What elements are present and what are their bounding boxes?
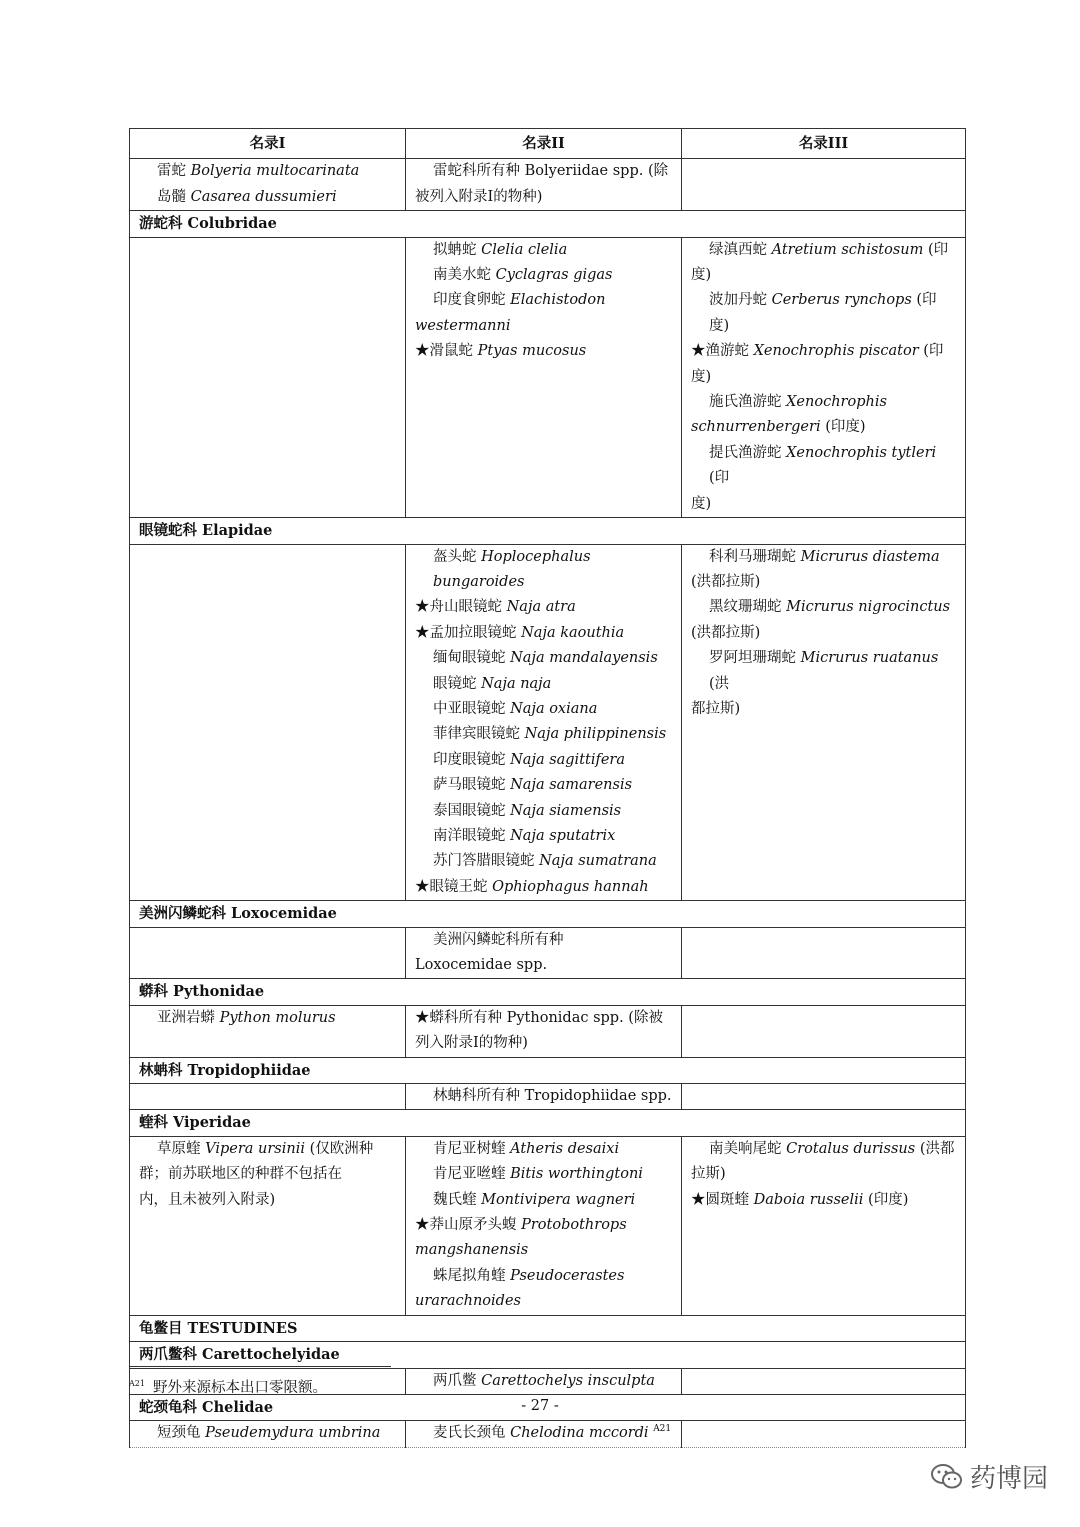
header-appendix-iii: 名录III <box>682 129 966 159</box>
chinese-name: 印度眼镜蛇 <box>433 751 506 768</box>
note-text: (印度) <box>868 1191 909 1208</box>
scientific-name: Naja mandalayensis <box>510 650 658 667</box>
species-entry <box>415 773 672 798</box>
species-entry <box>691 545 956 570</box>
species-entry <box>415 1084 672 1109</box>
species-entry <box>415 672 672 697</box>
scientific-name: Micrurus diastema <box>800 548 940 565</box>
note-text: (洪都 <box>919 1140 955 1157</box>
table-row <box>130 1005 966 1057</box>
species-entry <box>415 1421 672 1446</box>
scientific-name: Daboia russelii <box>753 1191 864 1208</box>
note-text: Pythonidac spp. (除被 <box>506 1009 663 1026</box>
appendix-2-cell <box>406 1005 682 1057</box>
continuation-text: 内，且未被列入附录) <box>139 1191 276 1208</box>
family-label: 两爪鳖科 Carettochelyidae <box>130 1342 966 1368</box>
scientific-name: Naja oxiana <box>510 700 598 717</box>
appendix-1-cell <box>130 1005 406 1057</box>
chinese-name: 莽山原矛头蝮 <box>429 1217 517 1234</box>
star-icon: ★ <box>415 343 430 360</box>
star-icon: ★ <box>415 1009 430 1026</box>
chinese-name: 南洋眼镜蛇 <box>433 827 506 844</box>
star-icon: ★ <box>691 343 706 360</box>
species-entry <box>691 492 956 517</box>
appendix-1-cell <box>130 159 406 211</box>
chinese-name: 雷蛇 <box>157 163 186 180</box>
chinese-name: 魏氏蝰 <box>433 1191 477 1208</box>
family-row <box>130 518 966 544</box>
species-entry <box>691 1188 956 1213</box>
family-label: 龟鳖目 TESTUDINES <box>130 1315 966 1341</box>
appendix-2-cell <box>406 1084 682 1110</box>
chinese-name: 两爪鳖 <box>433 1372 477 1389</box>
species-entry <box>691 238 956 263</box>
appendix-3-cell <box>682 1084 966 1110</box>
chinese-name: 印度食卵蛇 <box>433 292 506 309</box>
scientific-name: Carettochelys insculpta <box>481 1372 655 1389</box>
continuation-text: 度) <box>691 495 712 512</box>
footnote-text: 野外来源标本出口零限额。 <box>152 1380 327 1396</box>
species-entry <box>139 185 396 210</box>
chinese-name: 科利马珊瑚蛇 <box>709 548 796 565</box>
species-entry <box>415 1162 672 1187</box>
appendix-3-cell <box>682 1421 966 1447</box>
species-entry <box>691 390 956 415</box>
chinese-name: 圆斑蝰 <box>705 1191 749 1208</box>
chinese-name: 南美响尾蛇 <box>709 1140 782 1157</box>
header-row <box>130 129 966 159</box>
species-entry <box>691 288 956 339</box>
note-text: (印度) <box>691 343 944 385</box>
scientific-name: Chelodina mccordi <box>510 1425 649 1442</box>
cites-appendix-table <box>129 128 966 1448</box>
scientific-name: Hoplocephalus bungaroides <box>433 548 591 590</box>
appendix-1-cell <box>130 1421 406 1447</box>
appendix-3-cell <box>682 1368 966 1394</box>
chinese-name: 麦氏长颈龟 <box>433 1425 506 1442</box>
appendix-2-cell <box>406 927 682 979</box>
footnote-divider <box>129 1366 391 1367</box>
appendix-2-cell <box>406 159 682 211</box>
species-entry <box>415 646 672 671</box>
header-appendix-i: 名录I <box>130 129 406 159</box>
species-entry <box>691 570 956 595</box>
family-row <box>130 1110 966 1136</box>
scientific-name: Naja siamensis <box>510 802 622 819</box>
footnote-ref: A21 <box>653 1424 672 1435</box>
continuation-text: 被列入附录I的物种) <box>415 188 543 205</box>
chinese-name: 拟蚺蛇 <box>433 241 477 258</box>
continuation-text: (洪都拉斯) <box>691 624 761 641</box>
species-entry <box>415 1031 672 1056</box>
appendix-3-cell <box>682 1005 966 1057</box>
star-icon: ★ <box>691 1191 706 1208</box>
scientific-name: Bitis worthingtoni <box>510 1166 643 1183</box>
note-text: Bolyeriidae spp. (除 <box>524 163 669 180</box>
species-entry <box>139 1421 396 1446</box>
appendix-2-cell <box>406 544 682 901</box>
chinese-name: 肯尼亚树蝰 <box>433 1140 506 1157</box>
chinese-name: 美洲闪鳞蛇科所有种 <box>433 931 564 948</box>
species-entry <box>415 748 672 773</box>
species-entry <box>139 1137 396 1162</box>
chinese-name: 短颈龟 <box>157 1425 201 1442</box>
note-text: (印度) <box>825 419 866 436</box>
chinese-name: 渔游蛇 <box>705 343 749 360</box>
chinese-name: 眼镜王蛇 <box>429 878 488 895</box>
appendix-2-cell <box>406 237 682 517</box>
scientific-name: Protobothrops <box>521 1217 627 1234</box>
family-label: 游蛇科 Colubridae <box>130 211 966 237</box>
chinese-name: 施氏渔游蛇 <box>709 394 782 411</box>
table-row <box>130 1084 966 1110</box>
species-entry <box>691 1137 956 1162</box>
scientific-name: Ptyas mucosus <box>477 343 587 360</box>
species-entry <box>691 441 956 492</box>
species-entry <box>415 722 672 747</box>
scientific-name: westermanni <box>415 317 511 334</box>
scientific-name: Atheris desaixi <box>510 1140 620 1157</box>
chinese-name: 缅甸眼镜蛇 <box>433 650 506 667</box>
note-text: (印度) <box>709 292 937 334</box>
scientific-name: Xenochrophis <box>786 394 887 411</box>
species-entry <box>415 545 672 596</box>
family-label: 眼镜蛇科 Elapidae <box>130 518 966 544</box>
species-entry <box>415 697 672 722</box>
table-row <box>130 1421 966 1447</box>
chinese-name: 雷蛇科所有种 <box>433 163 520 180</box>
scientific-name: Crotalus durissus <box>786 1140 916 1157</box>
scientific-name: Cerberus rynchops <box>771 292 912 309</box>
species-entry <box>415 799 672 824</box>
scientific-name: schnurrenbergeri <box>691 419 821 436</box>
continuation-text: 都拉斯) <box>691 700 741 717</box>
note-text: (印 <box>928 241 949 258</box>
header-appendix-ii: 名录II <box>406 129 682 159</box>
note-text: (洪 <box>709 675 730 692</box>
scientific-name: Naja atra <box>506 599 576 616</box>
species-entry <box>415 1369 672 1394</box>
species-entry <box>415 849 672 874</box>
watermark <box>930 1458 1048 1495</box>
scientific-name: mangshanensis <box>415 1242 529 1259</box>
species-entry <box>415 595 672 620</box>
species-entry <box>415 1006 672 1031</box>
chinese-name: 蟒科所有种 <box>429 1009 502 1026</box>
scientific-name: Atretium schistosum <box>771 241 924 258</box>
species-entry <box>415 953 672 978</box>
family-label: 美洲闪鳞蛇科 Loxocemidae <box>130 901 966 927</box>
appendix-1-cell <box>130 237 406 517</box>
continuation-text: 列入附录I的物种) <box>415 1035 528 1052</box>
species-entry <box>139 1006 396 1031</box>
table-body <box>130 159 966 1447</box>
scientific-name: Pseudocerastes <box>510 1267 625 1284</box>
species-entry <box>691 1162 956 1187</box>
table-row <box>130 237 966 517</box>
appendix-3-cell <box>682 237 966 517</box>
appendix-1-cell <box>130 1136 406 1315</box>
species-entry <box>139 1162 396 1187</box>
continuation-text: 群；前苏联地区的种群不包括在 <box>139 1166 342 1183</box>
family-label: 蝰科 Viperidae <box>130 1110 966 1136</box>
species-entry <box>691 697 956 722</box>
continuation-text: 拉斯) <box>691 1166 726 1183</box>
species-entry <box>691 595 956 620</box>
chinese-name: 中亚眼镜蛇 <box>433 700 506 717</box>
species-entry <box>691 263 956 288</box>
scientific-name: Micrurus nigrocinctus <box>786 599 951 616</box>
appendix-2-cell <box>406 1421 682 1447</box>
page-number: - 27 - <box>521 1398 559 1414</box>
chinese-name: 亚洲岩蟒 <box>157 1009 215 1026</box>
scientific-name: urarachnoides <box>415 1293 521 1310</box>
scientific-name: Montivipera wagneri <box>481 1191 636 1208</box>
chinese-name: 苏门答腊眼镜蛇 <box>433 853 535 870</box>
chinese-name: 孟加拉眼镜蛇 <box>429 624 517 641</box>
table-row <box>130 927 966 979</box>
continuation-text: 度) <box>691 267 712 284</box>
table-row <box>130 1136 966 1315</box>
species-entry <box>415 621 672 646</box>
species-entry <box>415 238 672 263</box>
species-entry <box>415 1238 672 1263</box>
scientific-name: Naja sumatrana <box>539 853 657 870</box>
chinese-name: 黑纹珊瑚蛇 <box>709 599 782 616</box>
star-icon: ★ <box>415 878 430 895</box>
scientific-name: Bolyeria multocarinata <box>190 163 360 180</box>
scientific-name: Naja samarensis <box>510 777 633 794</box>
scientific-name: Naja sagittifera <box>510 751 626 768</box>
chinese-name: 盔头蛇 <box>433 548 477 565</box>
family-row <box>130 901 966 927</box>
scientific-name: Vipera ursinii <box>205 1140 305 1157</box>
scientific-name: Pseudemydura umbrina <box>205 1425 381 1442</box>
species-entry <box>691 339 956 390</box>
scientific-name: Cyclagras gigas <box>495 267 613 284</box>
scientific-name: Micrurus ruatanus <box>800 650 939 667</box>
scientific-name: Ophiophagus hannah <box>492 878 649 895</box>
species-entry <box>415 185 672 210</box>
chinese-name: 提氏渔游蛇 <box>709 444 782 461</box>
scientific-name: Clelia clelia <box>481 241 568 258</box>
chinese-name: 南美水蛇 <box>433 267 491 284</box>
chinese-name: 泰国眼镜蛇 <box>433 802 506 819</box>
species-entry <box>415 159 672 184</box>
wechat-icon <box>930 1462 964 1492</box>
species-entry <box>415 288 672 313</box>
appendix-3-cell <box>682 159 966 211</box>
chinese-name: 萨马眼镜蛇 <box>433 777 506 794</box>
scientific-name: Python molurus <box>219 1009 336 1026</box>
star-icon: ★ <box>415 599 430 616</box>
chinese-name: 波加丹蛇 <box>709 292 767 309</box>
appendix-1-cell <box>130 927 406 979</box>
species-entry <box>415 928 672 953</box>
table-row <box>130 544 966 901</box>
species-entry <box>415 1264 672 1289</box>
family-label: 蟒科 Pythonidae <box>130 979 966 1005</box>
scientific-name: Naja sputatrix <box>510 827 616 844</box>
chinese-name: 眼镜蛇 <box>433 675 477 692</box>
species-entry <box>691 621 956 646</box>
appendix-2-cell <box>406 1136 682 1315</box>
chinese-name: 林蚺科所有种 <box>433 1088 520 1105</box>
chinese-name: 草原蝰 <box>157 1140 201 1157</box>
star-icon: ★ <box>415 1217 430 1234</box>
note-text: (仅欧洲种 <box>309 1140 374 1157</box>
chinese-name: 岛髓 <box>157 188 186 205</box>
scientific-name: Xenochrophis piscator <box>753 343 919 360</box>
appendix-1-cell <box>130 1084 406 1110</box>
species-entry <box>415 263 672 288</box>
scientific-name: Naja kaouthia <box>521 624 625 641</box>
chinese-name: 绿滇西蛇 <box>709 241 767 258</box>
chinese-name: 蛛尾拟角蝰 <box>433 1267 506 1284</box>
scientific-name: Casarea dussumieri <box>190 188 337 205</box>
appendix-2-cell <box>406 1368 682 1394</box>
scientific-name: Naja naja <box>481 675 552 692</box>
chinese-name: 肯尼亚咝蝰 <box>433 1166 506 1183</box>
family-row <box>130 1315 966 1341</box>
scientific-name: Xenochrophis tytleri <box>786 444 937 461</box>
appendix-3-cell <box>682 544 966 901</box>
family-row <box>130 1057 966 1083</box>
species-entry <box>415 1289 672 1314</box>
footnote-mark: A21 <box>129 1379 145 1389</box>
chinese-name: 罗阿坦珊瑚蛇 <box>709 650 796 667</box>
species-entry <box>415 1188 672 1213</box>
family-row <box>130 211 966 237</box>
note-text: Tropidophiidae spp. <box>524 1088 672 1105</box>
family-label: 蛇颈龟科 Chelidae <box>130 1394 966 1420</box>
species-entry <box>415 314 672 339</box>
species-entry <box>691 415 956 440</box>
species-entry <box>139 1188 396 1213</box>
appendix-3-cell <box>682 927 966 979</box>
species-entry <box>691 646 956 697</box>
continuation-text: (洪都拉斯) <box>691 573 761 590</box>
species-entry <box>415 1213 672 1238</box>
scientific-name: Elachistodon <box>510 292 606 309</box>
chinese-name: 舟山眼镜蛇 <box>429 599 502 616</box>
watermark-text: 药博园 <box>970 1464 1049 1494</box>
species-entry <box>415 1137 672 1162</box>
family-row <box>130 979 966 1005</box>
appendix-3-cell <box>682 1136 966 1315</box>
family-row <box>130 1342 966 1368</box>
star-icon: ★ <box>415 624 430 641</box>
appendix-1-cell <box>130 544 406 901</box>
species-entry <box>415 824 672 849</box>
continuation-text: Loxocemidae spp. <box>415 957 548 973</box>
species-entry <box>415 339 672 364</box>
footnote <box>129 1376 327 1397</box>
species-entry <box>415 875 672 900</box>
table-row <box>130 159 966 211</box>
note-text: (印 <box>709 470 730 487</box>
chinese-name: 菲律宾眼镜蛇 <box>433 726 520 743</box>
family-label: 林蚺科 Tropidophiidae <box>130 1057 966 1083</box>
chinese-name: 滑鼠蛇 <box>429 343 473 360</box>
species-entry <box>139 159 396 184</box>
scientific-name: Naja philippinensis <box>524 726 667 743</box>
